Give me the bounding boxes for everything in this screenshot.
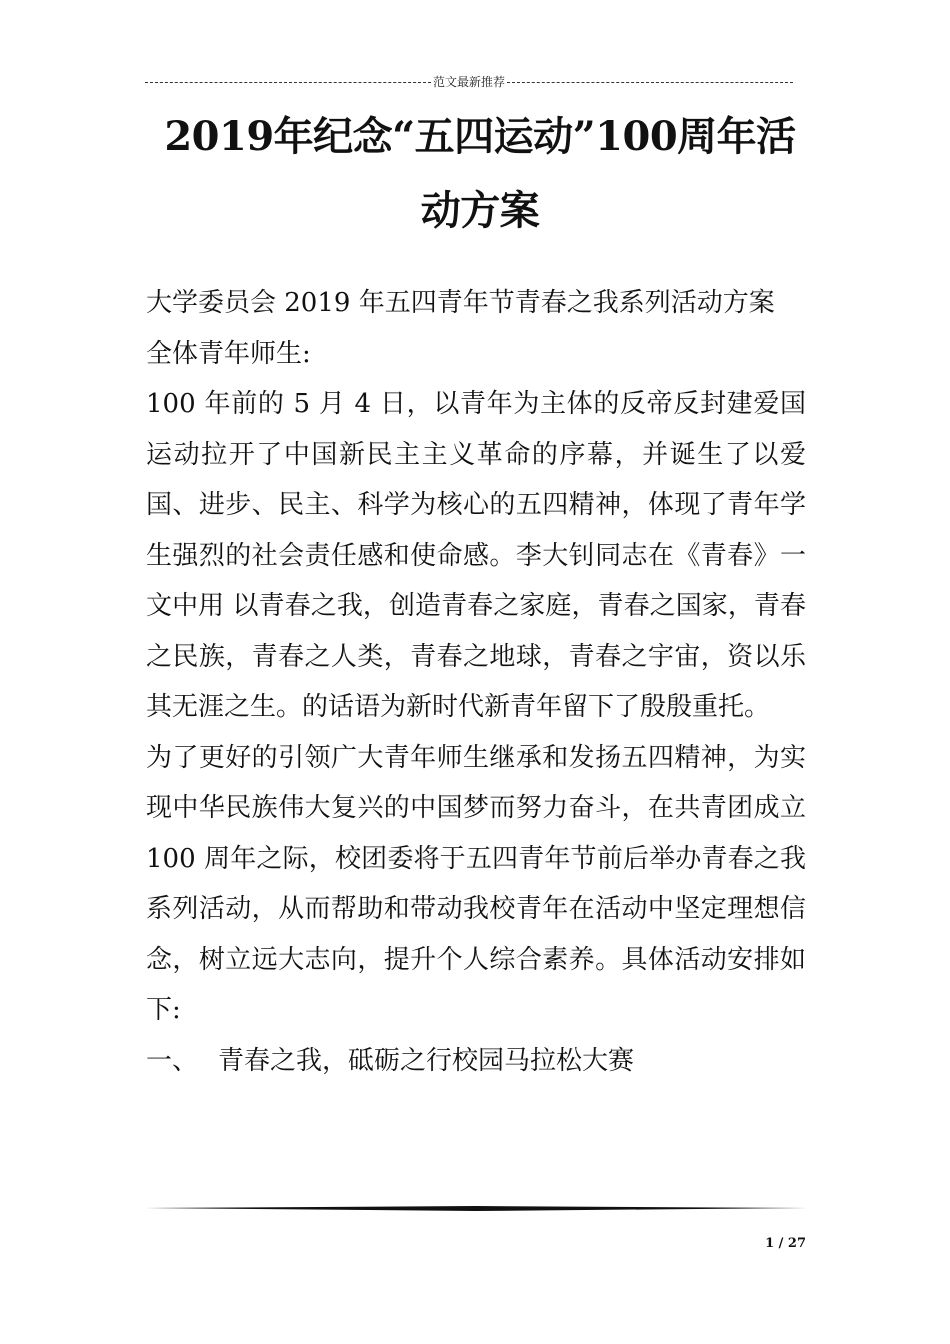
header-dash-left bbox=[145, 82, 431, 83]
paragraph-salutation: 全体青年师生: bbox=[146, 338, 311, 369]
section-heading-1 bbox=[146, 1036, 806, 1087]
header-label: 范文最新推荐 bbox=[433, 75, 506, 89]
paragraph-purpose: 为了更好的引领广大青年师生继承和发扬五四精神，为实现中华民族伟大复兴的中国梦而努力奋斗，在共青团成立 100 周年之际，校团委将于五四青年节前后举办青春之我系列活动，从而帮助和带动我校青年在活动中坚定理想信念，树立远大志向，提升个人综合素养。具体活动安排如下: bbox=[146, 742, 806, 1025]
header-line bbox=[145, 74, 793, 90]
footer-rule bbox=[145, 1206, 808, 1211]
page-number: 1 / 27 bbox=[765, 1236, 806, 1251]
document-title: 2019年纪念“五四运动”100周年活动方案 bbox=[164, 113, 796, 234]
section-number: 一、 bbox=[146, 1045, 199, 1076]
paragraph-history: 100 年前的 5 月 4 日，以青年为主体的反帝反封建爱国运动拉开了中国新民主主义革命的序幕，并诞生了以爱国、进步、民主、科学为核心的五四精神，体现了青年学生强烈的社会责任感和使命感。李大钊同志在《青春》一文中用 以青春之我，创造青春之家庭，青春之国家，青春之民族，青春之人类，青春之地球，青春之宇宙，资以乐其无涯之生。的话语为新时代新青年留下了殷殷重托。 bbox=[146, 389, 806, 722]
section-title: 青春之我，砥砺之行校园马拉松大赛 bbox=[218, 1045, 635, 1076]
footer-rule-graphic bbox=[145, 1206, 808, 1211]
paragraph-intro-heading: 大学委员会 2019 年五四青年节青春之我系列活动方案 bbox=[146, 288, 775, 318]
header-dash-right bbox=[507, 82, 793, 83]
document-body bbox=[146, 278, 806, 1086]
